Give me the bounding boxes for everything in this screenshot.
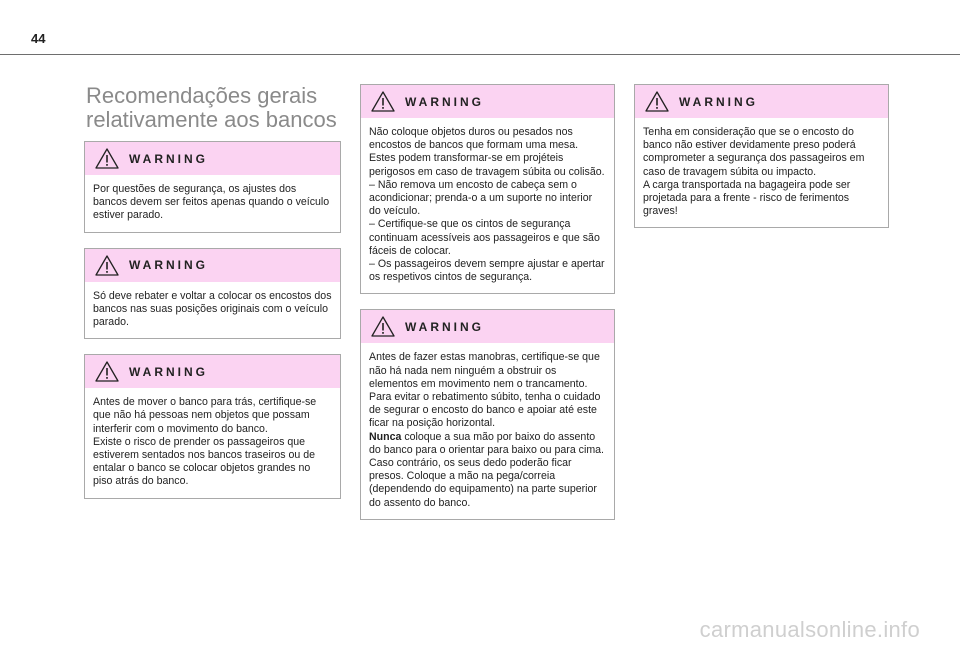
warning-box [84, 354, 341, 498]
warning-header [85, 355, 340, 388]
warning-triangle-icon [645, 91, 669, 112]
warning-bullet: – Os passageiros devem sempre ajustar e apertar os respetivos cintos de segurança. [369, 258, 605, 284]
warning-bullet: – Certifique-se que os cintos de segurança continuam acessíveis aos passageiros e que são fáceis de colocar. [369, 218, 600, 257]
warning-text [361, 118, 614, 293]
warning-label: WARNING [405, 319, 484, 334]
site-watermark: carmanualsonline.info [699, 617, 920, 642]
section-title-line-1: Recomendações gerais [86, 83, 318, 108]
warning-paragraph: Existe o risco de prender os passageiros que estiverem sentados nos bancos traseiros ou de entalar o banco se colocar objetos grandes no piso atrás do banco. [93, 435, 316, 488]
warning-paragraph: Só deve rebater e voltar a colocar os encostos dos bancos nas suas posições originais com o veículo parado. [93, 289, 332, 329]
warning-label: WARNING [405, 94, 484, 109]
warning-paragraph [369, 431, 606, 510]
warning-bullet: – Não remova um encosto de cabeça sem o acondicionar; prenda-o a um suporte no interior do veículo. [369, 178, 593, 218]
column-2 [360, 84, 615, 535]
emphasis-word: Nunca [369, 430, 402, 443]
warning-paragraph: Tenha em consideração que se o encosto do banco não estiver devidamente preso poderá comprometer a segurança dos passageiros em caso de travagem súbita ou impacto. [643, 126, 865, 178]
column-1 [84, 141, 341, 514]
warning-paragraph: Para evitar o rebatimento súbito, tenha o cuidado de segurar o encosto do banco e apoiar até este ficar na posição horizontal. [369, 391, 601, 430]
warning-text [635, 118, 888, 227]
warning-text [85, 282, 340, 339]
warning-paragraph-rest: coloque a sua mão por baixo do assento do banco para o orientar para baixo ou para cima. Caso contrário, os seus dedo poderão ficar presos. Coloque a mão na pega/correia (dependendo do equipamento) na parte superior do assento do banco. [369, 430, 604, 509]
warning-header [85, 249, 340, 282]
header-rule [0, 54, 960, 55]
warning-header [85, 142, 340, 175]
warning-header [635, 85, 888, 118]
warning-triangle-icon [95, 255, 119, 276]
warning-paragraph: Não coloque objetos duros ou pesados nos encostos de bancos que formam uma mesa. Estes podem transformar-se em projéteis perigosos em caso de travagem súbita ou colisão. [369, 126, 605, 178]
warning-box [360, 84, 615, 294]
warning-label: WARNING [129, 364, 208, 379]
warning-label: WARNING [129, 151, 208, 166]
warning-triangle-icon [371, 316, 395, 337]
warning-triangle-icon [95, 148, 119, 169]
warning-paragraph: A carga transportada na bagageira pode ser projetada para a frente - risco de ferimentos graves! [643, 178, 851, 218]
warning-box [634, 84, 889, 228]
warning-text [361, 343, 614, 518]
warning-label: WARNING [129, 258, 208, 273]
warning-label: WARNING [679, 94, 758, 109]
warning-text [85, 388, 340, 497]
column-3 [634, 84, 889, 243]
warning-box [84, 141, 341, 233]
section-title [86, 84, 346, 132]
warning-text [85, 175, 340, 232]
warning-triangle-icon [95, 361, 119, 382]
warning-triangle-icon [371, 91, 395, 112]
page-number: 44 [31, 31, 46, 46]
warning-paragraph: Por questões de segurança, os ajustes dos bancos devem ser feitos apenas quando o veículo estiver parado. [93, 183, 330, 222]
warning-header [361, 310, 614, 343]
warning-paragraph: Antes de mover o banco para trás, certifique-se que não há pessoas nem objetos que possam interferir com o movimento do banco. [93, 396, 317, 435]
warning-box [84, 248, 341, 340]
section-title-line-2: relativamente aos bancos [86, 107, 337, 132]
warning-header [361, 85, 614, 118]
warning-box [360, 309, 615, 519]
warning-paragraph: Antes de fazer estas manobras, certifique-se que não há nada nem ninguém a obstruir os elementos em movimento nem o trancamento. [369, 351, 600, 390]
